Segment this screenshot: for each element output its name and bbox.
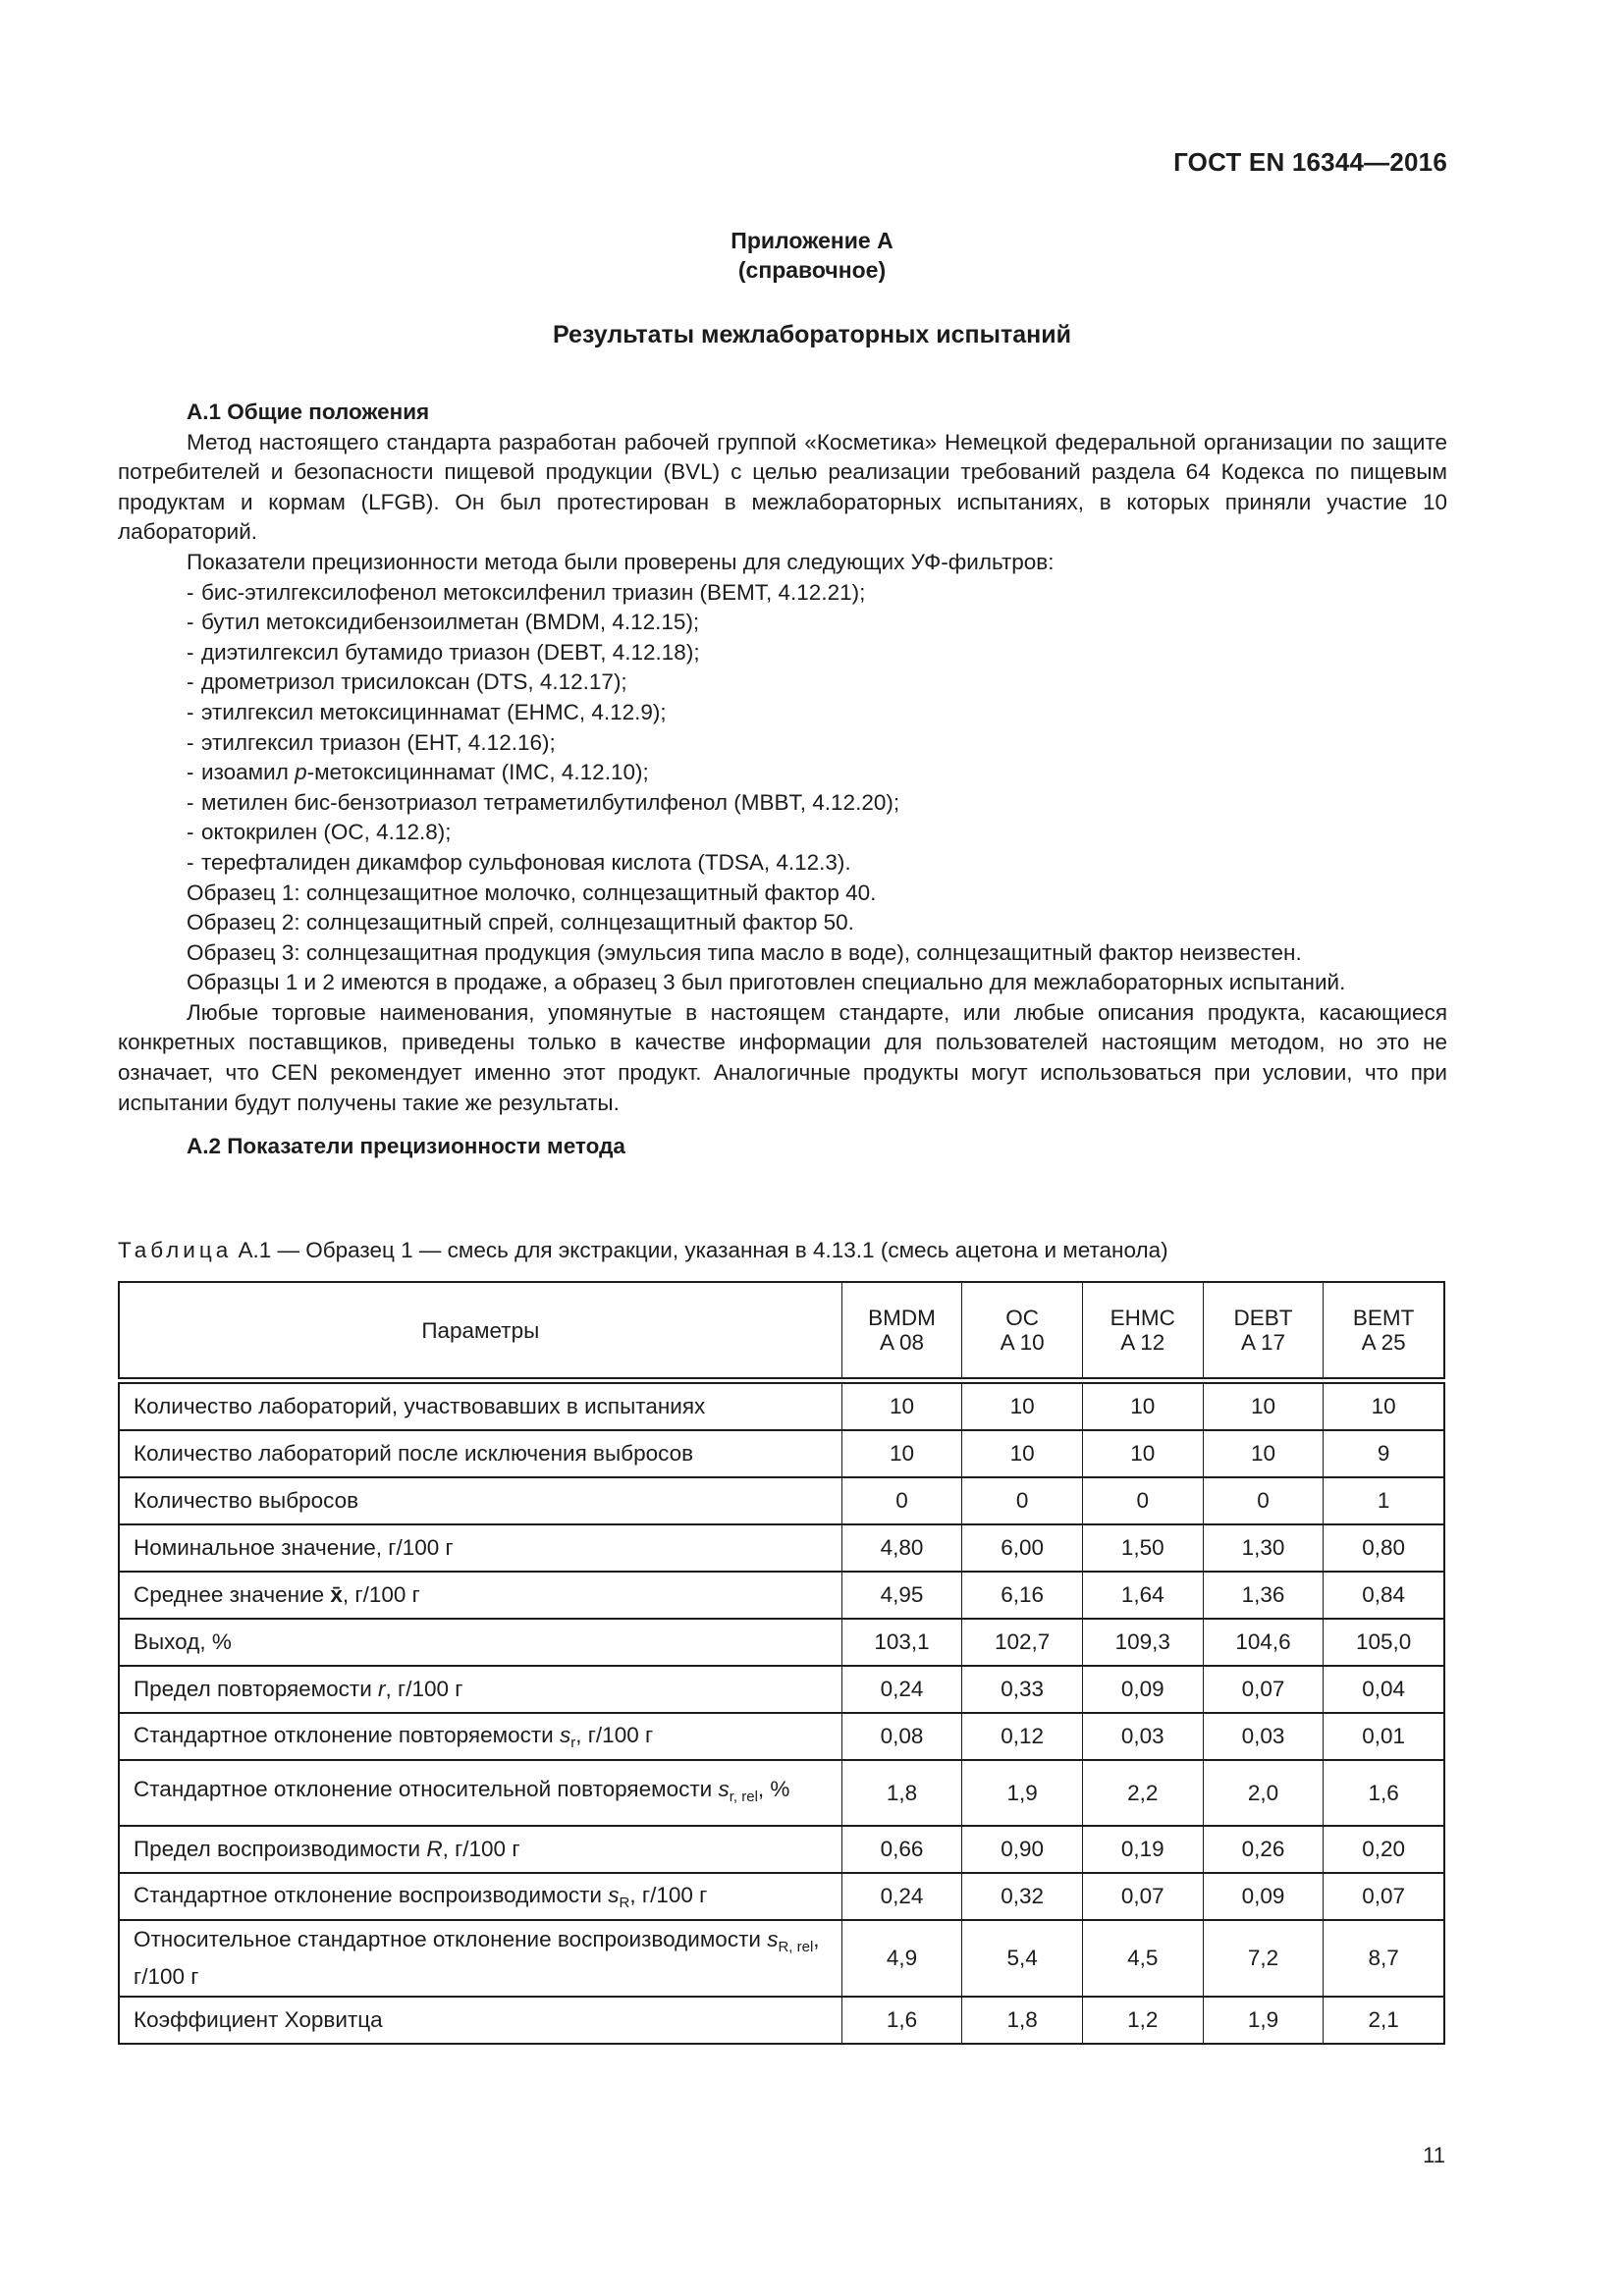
row-parameter-label [119,1873,841,1920]
table-cell-value: 0 [962,1477,1083,1524]
table-cell-value: 1,30 [1203,1524,1324,1572]
table-cell-value: 0,66 [841,1826,962,1873]
table-cell-value: 105,0 [1324,1619,1444,1666]
table-cell-value: 0,07 [1324,1873,1444,1920]
list-dash: - [187,729,194,755]
table-cell-value: 1,9 [962,1760,1083,1826]
table-cell-value: 1,64 [1082,1572,1203,1619]
table-cell-value: 6,16 [962,1572,1083,1619]
column-filter-name: BEMT [1352,1306,1415,1330]
table-cell-value: 1,36 [1203,1572,1324,1619]
table-cell-value: 10 [841,1430,962,1477]
label-subscript: R, rel [778,1939,814,1955]
label-text-post: , г/100 г [342,1582,420,1607]
uv-filter-text: бутил метоксидибензоилметан (BMDM, 4.12.15); [201,610,700,635]
label-subscript: r [570,1734,576,1751]
table-cell-value: 104,6 [1203,1619,1324,1666]
table-row [119,1619,1444,1666]
column-filter-code: A 10 [1000,1330,1045,1355]
table-caption-text: А.1 — Образец 1 — смесь для экстракции, указанная в 4.13.1 (смесь ацетона и метанола) [232,1238,1168,1262]
table-cell-value: 1,50 [1082,1524,1203,1572]
table-cell-value: 0,26 [1203,1826,1324,1873]
column-filter-code: A 08 [879,1330,925,1355]
row-parameter-label [119,1572,841,1619]
table-cell-value: 102,7 [962,1619,1083,1666]
table-cell-value: 10 [962,1430,1083,1477]
paragraph-filters-intro: Показатели прецизионности метода были проверены для следующих УФ-фильтров: [187,549,1055,574]
label-text-post: , г/100 г [575,1722,654,1747]
row-parameter-label: Количество лабораторий, участвовавших в испытаниях [119,1381,841,1431]
table-cell-value: 1,6 [841,1997,962,2044]
table-cell-value: 10 [1203,1381,1324,1431]
body-text [118,398,1447,1162]
label-text: Среднее значение [134,1582,331,1607]
column-header-debt [1203,1282,1324,1381]
paragraph-trade-names: Любые торговые наименования, упомянутые в настоящем стандарте, или любые описания продукта, касающиеся конкретных поставщиков, приведены только в качестве информации для пользователей настоящим методом, но это не означает, что CEN рекомендует именно этот продукт. Аналогичные продукты могут использоваться при условии, что при испытании будут получены такие же результаты. [118,999,1447,1115]
table-row [119,1477,1444,1524]
table-cell-value: 0,07 [1082,1873,1203,1920]
uv-filter-text: терефталиден дикамфор сульфоновая кислота (TDSA, 4.12.3). [201,849,851,875]
row-parameter-label [119,1666,841,1713]
uv-filter-text: дрометризол трисилоксан (DTS, 4.12.17); [201,669,627,695]
column-filter-name: OC [1005,1306,1040,1330]
column-header-parameters: Параметры [119,1282,841,1381]
table-cell-value: 0,84 [1324,1572,1444,1619]
table-row [119,1572,1444,1619]
uv-filter-text: октокрилен (OC, 4.12.8); [201,820,452,845]
label-symbol: x̄ [330,1582,343,1607]
table-cell-value: 6,00 [962,1524,1083,1572]
uv-filter-item [118,788,1447,819]
table-cell-value: 7,2 [1203,1920,1324,1997]
annex-title: Приложение А [731,228,893,253]
row-parameter-label: Выход, % [119,1619,841,1666]
table-cell-value: 10 [1082,1430,1203,1477]
table-cell-value: 9 [1324,1430,1444,1477]
table-caption [118,1238,1168,1263]
row-parameter-label [119,1713,841,1760]
column-filter-code: A 17 [1240,1330,1285,1355]
table-body [119,1381,1444,2045]
table-cell-value: 0 [841,1477,962,1524]
table-row [119,1381,1444,1431]
table-cell-value: 0,08 [841,1713,962,1760]
row-parameter-label [119,1920,841,1997]
uv-filter-item [118,728,1447,759]
label-text-post: , г/100 г [385,1677,463,1701]
row-parameter-label [119,1826,841,1873]
uv-filter-italic: p [295,760,307,785]
section-a2-heading: А.2 Показатели прецизионности метода [187,1134,625,1159]
table-cell-value: 5,4 [962,1920,1083,1997]
label-symbol: r [378,1677,386,1701]
table-cell-value: 0,33 [962,1666,1083,1713]
table-cell-value: 0,80 [1324,1524,1444,1572]
uv-filter-item [118,638,1447,668]
sample-3-description: Образец 3: солнцезащитная продукция (эмульсия типа масло в воде), солнцезащитный фактор неизвестен. [187,939,1302,965]
table-row [119,1920,1444,1997]
table-cell-value: 0,20 [1324,1826,1444,1873]
label-text: Стандартное отклонение воспроизводимости [134,1882,609,1907]
list-dash: - [187,669,194,695]
table-row [119,1713,1444,1760]
column-filter-code: A 12 [1120,1330,1165,1355]
table-cell-value: 1,2 [1082,1997,1203,2044]
label-text-post: , г/100 г [629,1882,708,1907]
table-cell-value: 2,0 [1203,1760,1324,1826]
table-row [119,1666,1444,1713]
column-header-bemt [1324,1282,1444,1381]
label-subscript: r, rel [729,1788,758,1805]
table-cell-value: 10 [1324,1381,1444,1431]
label-symbol: s [767,1927,779,1951]
section-a1-heading: А.1 Общие положения [187,400,430,424]
uv-filter-item [118,667,1447,698]
label-symbol: R [426,1837,443,1861]
uv-filter-list [118,578,1447,879]
label-symbol: s [559,1722,571,1747]
table-row [119,1826,1444,1873]
row-parameter-label: Количество лабораторий после исключения выбросов [119,1430,841,1477]
list-dash: - [187,849,194,875]
paragraph-samples-origin: Образцы 1 и 2 имеются в продаже, а образец 3 был приготовлен специально для межлабораторных испытаний. [187,970,1346,995]
label-subscript: R [619,1894,630,1911]
table-cell-value: 0,24 [841,1666,962,1713]
table-cell-value: 2,1 [1324,1997,1444,2044]
table-header-row [119,1282,1444,1381]
table-cell-value: 103,1 [841,1619,962,1666]
row-parameter-label: Коэффициент Хорвитца [119,1997,841,2044]
table-row [119,1430,1444,1477]
table-cell-value: 0,04 [1324,1666,1444,1713]
list-dash: - [187,639,194,665]
label-symbol: s [608,1882,620,1907]
table-row [119,1873,1444,1920]
label-text-post: , % [757,1776,790,1801]
table-cell-value: 0,03 [1082,1713,1203,1760]
table-cell-value: 4,95 [841,1572,962,1619]
uv-filter-item [118,608,1447,638]
column-filter-code: A 25 [1361,1330,1406,1355]
uv-filter-item [118,758,1447,788]
table-cell-value: 1,6 [1324,1760,1444,1826]
list-dash: - [187,789,194,815]
table-cell-value: 10 [1203,1430,1324,1477]
uv-filter-item [118,848,1447,879]
table-cell-value: 10 [841,1381,962,1431]
table-cell-value: 1,8 [962,1997,1083,2044]
table-cell-value: 1 [1324,1477,1444,1524]
uv-filter-item [118,818,1447,848]
uv-filter-text-post: -метоксициннамат (IMC, 4.12.10); [306,760,649,785]
label-text: Предел повторяемости [134,1677,379,1701]
label-text: Относительное стандартное отклонение воспроизводимости [134,1927,768,1951]
label-text: Предел воспроизводимости [134,1837,427,1861]
uv-filter-text: бис-этилгексилофенол метоксилфенил триазин (BEMT, 4.12.21); [201,579,866,605]
table-cell-value: 0,24 [841,1873,962,1920]
paragraph-method-origin: Метод настоящего стандарта разработан рабочей группой «Косметика» Немецкой федеральной организации по защите потребителей и безопасности пищевой продукции (BVL) с целью реализации требований раздела 64 Кодекса по пищевым продуктам и кормам (LFGB). Он был протестирован в межлабораторных испытаниях, в которых приняли участие 10 лабораторий. [118,429,1447,545]
standard-code-header: ГОСТ EN 16344—2016 [1173,147,1447,177]
uv-filter-text: этилгексил метоксициннамат (EHMC, 4.12.9); [201,699,667,724]
table-cell-value: 4,5 [1082,1920,1203,1997]
table-caption-label: Таблица [118,1238,233,1262]
table-row [119,1760,1444,1826]
uv-filter-text: диэтилгексил бутамидо триазон (DEBT, 4.12.18); [201,639,700,665]
uv-filter-text: этилгексил триазон (EHT, 4.12.16); [201,729,556,755]
label-text: Стандартное отклонение относительной повторяемости [134,1776,719,1801]
table-cell-value: 0,07 [1203,1666,1324,1713]
precision-table [118,1281,1445,2045]
table-cell-value: 10 [1082,1381,1203,1431]
label-symbol: s [718,1776,730,1801]
table-cell-value: 0 [1082,1477,1203,1524]
column-filter-name: BMDM [868,1306,936,1330]
uv-filter-text: метилен бис-бензотриазол тетраметилбутилфенол (MBBT, 4.12.20); [201,789,900,815]
list-dash: - [187,699,194,724]
uv-filter-item [118,578,1447,609]
table-cell-value: 0,32 [962,1873,1083,1920]
list-dash: - [187,820,194,845]
table-row [119,1997,1444,2044]
table-cell-value: 0,01 [1324,1713,1444,1760]
table-cell-value: 0,90 [962,1826,1083,1873]
table-cell-value: 4,80 [841,1524,962,1572]
table-cell-value: 0,12 [962,1713,1083,1760]
page-number: 11 [1423,2143,1445,2167]
table-cell-value: 0,03 [1203,1713,1324,1760]
uv-filter-text: изоамил [201,760,296,785]
table-cell-value: 1,9 [1203,1997,1324,2044]
table-cell-value: 0 [1203,1477,1324,1524]
list-dash: - [187,760,194,785]
annex-main-heading: Результаты межлабораторных испытаний [552,321,1071,348]
column-filter-name: DEBT [1233,1306,1293,1330]
column-header-ehmc [1082,1282,1203,1381]
column-filter-name: EHMC [1110,1306,1175,1330]
annex-heading-block [0,226,1624,285]
table-cell-value: 109,3 [1082,1619,1203,1666]
table-cell-value: 1,8 [841,1760,962,1826]
row-parameter-label [119,1760,841,1826]
table-cell-value: 0,19 [1082,1826,1203,1873]
uv-filter-item [118,698,1447,728]
column-header-bmdm [841,1282,962,1381]
table-cell-value: 8,7 [1324,1920,1444,1997]
list-dash: - [187,610,194,635]
table-cell-value: 4,9 [841,1920,962,1997]
label-text-post: , г/100 г [442,1837,520,1861]
table-cell-value: 0,09 [1203,1873,1324,1920]
label-text: Стандартное отклонение повторяемости [134,1722,560,1747]
sample-1-description: Образец 1: солнцезащитное молочко, солнцезащитный фактор 40. [187,880,877,905]
row-parameter-label: Количество выбросов [119,1477,841,1524]
annex-status: (справочное) [737,257,887,283]
list-dash: - [187,579,194,605]
label-text-post: , г/100 г [134,1927,820,1989]
table-row [119,1524,1444,1572]
table-cell-value: 2,2 [1082,1760,1203,1826]
sample-2-description: Образец 2: солнцезащитный спрей, солнцезащитный фактор 50. [187,910,854,935]
table-cell-value: 10 [962,1381,1083,1431]
table-cell-value: 0,09 [1082,1666,1203,1713]
column-header-oc [962,1282,1083,1381]
row-parameter-label: Номинальное значение, г/100 г [119,1524,841,1572]
